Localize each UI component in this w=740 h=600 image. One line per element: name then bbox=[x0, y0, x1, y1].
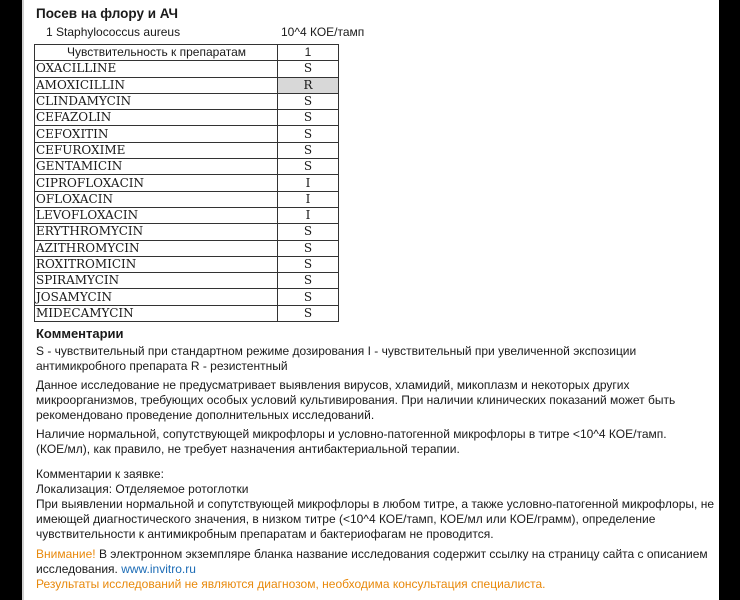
table-header-row bbox=[35, 45, 339, 61]
susceptibility-result: I bbox=[278, 175, 339, 191]
drug-name: GENTAMICIN bbox=[35, 159, 278, 175]
table-row bbox=[35, 93, 339, 109]
organism-titer: 10^4 КОЕ/тамп bbox=[281, 25, 365, 39]
comments-title: Комментарии bbox=[36, 326, 124, 341]
order-comments bbox=[36, 467, 716, 592]
susceptibility-result: I bbox=[278, 207, 339, 223]
order-localization: Локализация: Отделяемое ротоглотки bbox=[36, 482, 249, 496]
susceptibility-result: S bbox=[278, 256, 339, 272]
footer-disclaimer: Результаты исследований не являются диагнозом, необходима консультация специалиста. bbox=[36, 577, 546, 591]
table-row bbox=[35, 207, 339, 223]
invitro-link[interactable]: www.invitro.ru bbox=[121, 562, 196, 576]
table-row bbox=[35, 77, 339, 93]
table-row bbox=[35, 289, 339, 305]
table-row bbox=[35, 159, 339, 175]
table-row bbox=[35, 256, 339, 272]
susceptibility-result: S bbox=[278, 142, 339, 158]
susceptibility-result: S bbox=[278, 126, 339, 142]
susceptibility-result: S bbox=[278, 61, 339, 77]
table-row bbox=[35, 126, 339, 142]
organism-name: 1 Staphylococcus aureus bbox=[46, 25, 181, 39]
drug-name: SPIRAMYCIN bbox=[35, 273, 278, 289]
comments-note-2: Наличие нормальной, сопутствующей микрофлоры и условно-патогенной микрофлоры в титре <10^4 КОЕ/тамп. (КОЕ/мл), как правило, не требует назначения антибактериальной терапии. bbox=[36, 427, 667, 456]
susceptibility-result: S bbox=[278, 240, 339, 256]
table-row bbox=[35, 110, 339, 126]
table-row bbox=[35, 61, 339, 77]
warning-text: В электронном экземпляре бланка название исследования содержит ссылку на страницу сайта с описанием исследования. bbox=[36, 547, 708, 576]
susceptibility-result: R bbox=[278, 77, 339, 93]
susceptibility-result: S bbox=[278, 289, 339, 305]
drug-name: MIDECAMYCIN bbox=[35, 305, 278, 321]
susceptibility-result: S bbox=[278, 273, 339, 289]
sheet-edge bbox=[22, 0, 24, 600]
table-row bbox=[35, 305, 339, 321]
drug-name: JOSAMYCIN bbox=[35, 289, 278, 305]
report-sheet bbox=[22, 0, 719, 600]
footer-warning bbox=[36, 547, 716, 577]
drug-name: CIPROFLOXACIN bbox=[35, 175, 278, 191]
susceptibility-result: I bbox=[278, 191, 339, 207]
warning-label: Внимание! bbox=[36, 547, 96, 561]
table-row bbox=[35, 224, 339, 240]
table-row bbox=[35, 273, 339, 289]
drug-name: ROXITROMICIN bbox=[35, 256, 278, 272]
drug-name: CEFAZOLIN bbox=[35, 110, 278, 126]
order-title: Комментарии к заявке: bbox=[36, 467, 164, 481]
table-row bbox=[35, 142, 339, 158]
comments-legend: S - чувствительный при стандартном режиме дозирования I - чувствительный при увеличенной экспозиции антимикробного препарата R - резистентный bbox=[36, 344, 637, 373]
drug-name: AZITHROMYCIN bbox=[35, 240, 278, 256]
test-title: Посев на флору и АЧ bbox=[36, 6, 178, 21]
susceptibility-result: S bbox=[278, 93, 339, 109]
susceptibility-result: S bbox=[278, 159, 339, 175]
table-row bbox=[35, 191, 339, 207]
drug-name: CEFUROXIME bbox=[35, 142, 278, 158]
drug-name: LEVOFLOXACIN bbox=[35, 207, 278, 223]
drug-name: OXACILLINE bbox=[35, 61, 278, 77]
table-row bbox=[35, 175, 339, 191]
drug-name: ERYTHROMYCIN bbox=[35, 224, 278, 240]
susceptibility-table bbox=[34, 44, 339, 322]
susceptibility-result: S bbox=[278, 224, 339, 240]
drug-name: CLINDAMYCIN bbox=[35, 93, 278, 109]
drug-name: CEFOXITIN bbox=[35, 126, 278, 142]
order-text: При выявлении нормальной и сопутствующей микрофлоры в любом титре, а также условно-патогенной микрофлоры, не имеющей диагностического значения, в низком титре (<10^4 КОЕ/тамп, КОЕ/мл или КОЕ/грамм), определение чувствительности к антимикробным препаратам и бактериофагам не проводится. bbox=[36, 497, 714, 541]
susceptibility-result: S bbox=[278, 305, 339, 321]
drug-name: AMOXICILLIN bbox=[35, 77, 278, 93]
header-column: 1 bbox=[278, 45, 339, 61]
susceptibility-result: S bbox=[278, 110, 339, 126]
comments-note-1: Данное исследование не предусматривает выявления вирусов, хламидий, микоплазм и некоторых других микроорганизмов, требующих особых условий культивирования. При наличии клинических показаний может быть рекомендовано проведение дополнительных исследований. bbox=[36, 378, 676, 422]
header-label: Чувствительность к препаратам bbox=[35, 45, 278, 61]
table-row bbox=[35, 240, 339, 256]
drug-name: OFLOXACIN bbox=[35, 191, 278, 207]
